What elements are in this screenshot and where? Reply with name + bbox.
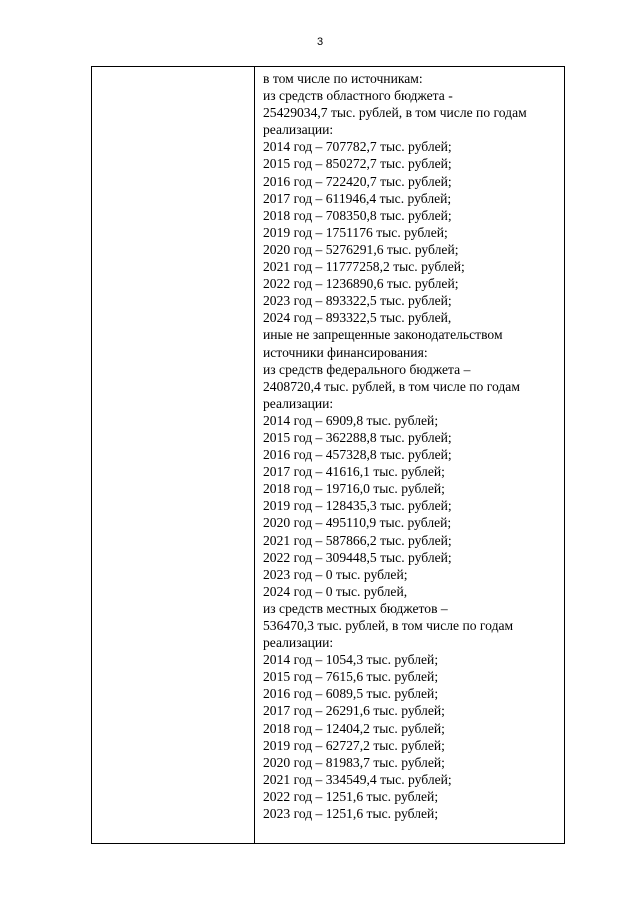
funding-text-line: в том числе по источникам: [263, 71, 423, 86]
funding-text-line: 2022 год – 1236890,6 тыс. рублей; [263, 276, 459, 292]
funding-text-line: 2017 год – 611946,4 тыс. рублей; [263, 190, 452, 206]
funding-text-line: 2017 год – 26291,6 тыс. рублей; [263, 703, 445, 719]
funding-text-line: реализации: [263, 395, 334, 411]
funding-text-line: 2019 год – 62727,2 тыс. рублей; [263, 737, 445, 753]
funding-text-line: 2024 год – 893322,5 тыс. рублей, [263, 310, 452, 326]
funding-text-line: 2014 год – 6909,8 тыс. рублей; [263, 412, 439, 428]
funding-text-line: 2023 год – 0 тыс. рублей; [263, 566, 408, 582]
funding-text-line: 2016 год – 6089,5 тыс. рублей; [263, 686, 439, 702]
funding-text-line: 2016 год – 457328,8 тыс. рублей; [263, 447, 452, 463]
funding-text-line: источники финансирования: [263, 344, 428, 360]
funding-text-line: реализации: [263, 122, 334, 138]
funding-table [91, 66, 565, 844]
funding-text-line: иные не запрещенные законодательством [263, 327, 503, 343]
funding-text-line: 2408720,4 тыс. рублей, в том числе по годам [263, 378, 520, 394]
funding-text-line: из средств местных бюджетов – [263, 600, 448, 616]
funding-text-line: 2015 год – 850272,7 тыс. рублей; [263, 156, 452, 172]
funding-text-line: 2022 год – 1251,6 тыс. рублей; [263, 788, 439, 804]
page-number: 3 [316, 36, 324, 48]
funding-text-line: 2018 год – 708350,8 тыс. рублей; [263, 207, 452, 223]
funding-text-line: реализации: [263, 635, 334, 651]
funding-text-line: 2019 год – 1751176 тыс. рублей; [263, 224, 448, 240]
funding-text-line: 2014 год – 707782,7 тыс. рублей; [263, 139, 452, 155]
funding-text-line: 2021 год – 11777258,2 тыс. рублей; [263, 259, 465, 275]
funding-text-line: 2017 год – 41616,1 тыс. рублей; [263, 464, 445, 480]
funding-text-line: 2022 год – 309448,5 тыс. рублей; [263, 549, 452, 565]
funding-text-line: 2018 год – 12404,2 тыс. рублей; [263, 720, 445, 736]
funding-text-line: 2023 год – 893322,5 тыс. рублей; [263, 293, 452, 309]
funding-text-line: из средств областного бюджета - [263, 88, 453, 104]
table-right-cell [255, 67, 564, 843]
funding-text-line: 2020 год – 5276291,6 тыс. рублей; [263, 241, 459, 257]
table-left-cell [92, 67, 255, 843]
funding-text-line: 2023 год – 1251,6 тыс. рублей; [263, 806, 439, 822]
funding-text-line: 2016 год – 722420,7 тыс. рублей; [263, 173, 452, 189]
funding-text-line: из средств федерального бюджета – [263, 361, 471, 377]
funding-text-line: 536470,3 тыс. рублей, в том числе по годам [263, 618, 514, 633]
funding-text-line: 2019 год – 128435,3 тыс. рублей; [263, 498, 452, 514]
funding-text-line: 2015 год – 7615,6 тыс. рублей; [263, 669, 439, 685]
funding-text-line: 2018 год – 19716,0 тыс. рублей; [263, 481, 445, 497]
funding-text-line: 2021 год – 587866,2 тыс. рублей; [263, 532, 452, 548]
funding-text-line: 2020 год – 81983,7 тыс. рублей; [263, 754, 445, 770]
funding-text-line: 2015 год – 362288,8 тыс. рублей; [263, 429, 452, 445]
funding-text-line: 2024 год – 0 тыс. рублей, [263, 583, 408, 599]
funding-text-line: 2020 год – 495110,9 тыс. рублей; [263, 515, 452, 531]
funding-text-line: 25429034,7 тыс. рублей, в том числе по годам [263, 105, 527, 121]
funding-text-line: 2021 год – 334549,4 тыс. рублей; [263, 771, 452, 787]
funding-text-line: 2014 год – 1054,3 тыс. рублей; [263, 652, 439, 668]
